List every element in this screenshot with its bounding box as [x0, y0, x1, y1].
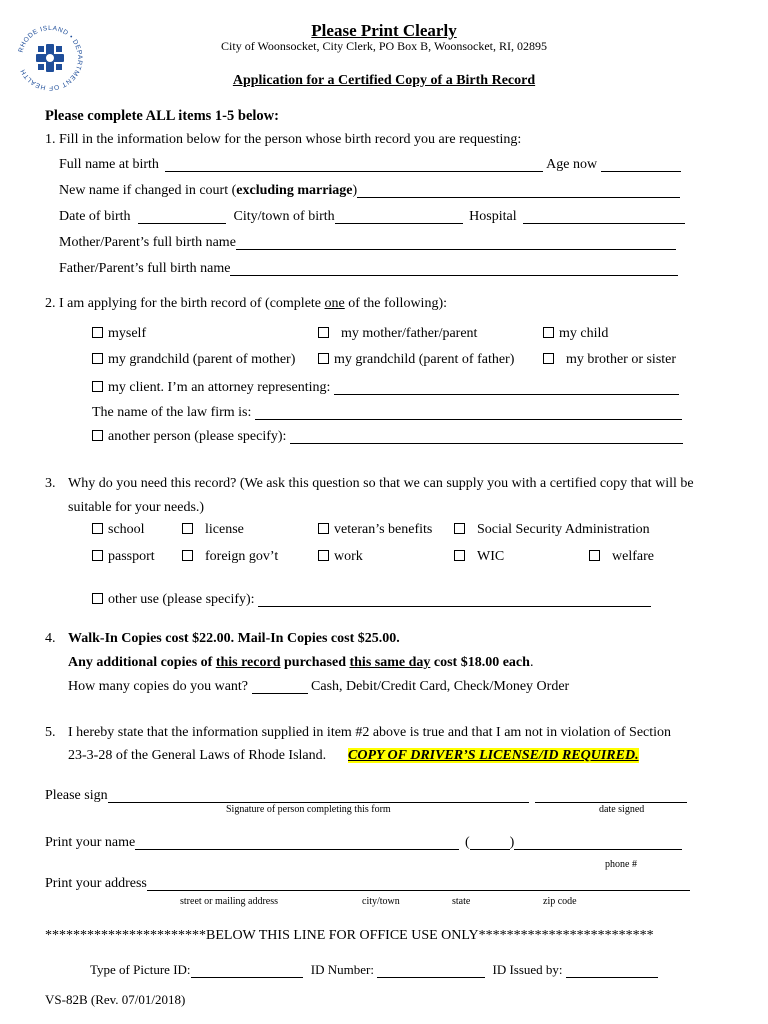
payment-methods-text: Cash, Debit/Credit Card, Check/Money Order: [311, 679, 570, 694]
another-person-field[interactable]: [290, 429, 683, 444]
parent-label: my mother/father/parent: [341, 326, 478, 341]
address-field[interactable]: [147, 876, 690, 891]
other-use-field[interactable]: [258, 592, 651, 607]
option-sibling[interactable]: [543, 352, 676, 368]
svg-text:RHODE ISLAND • DEPARTMENT OF H: RHODE ISLAND • DEPARTMENT OF HEALTH: [17, 24, 84, 92]
foreign-govt-checkbox[interactable]: [182, 550, 193, 561]
office-use-banner: ***********************BELOW THIS LINE FOR OFFICE USE ONLY*************************: [45, 928, 654, 943]
this-same-day-text: this same day: [349, 655, 431, 670]
grandchild-mother-label: my grandchild (parent of mother): [108, 352, 296, 367]
attestation-line-1: I hereby state that the information supplied in item #2 above is true and that I am not in violation of Section: [68, 725, 672, 740]
option-ssa[interactable]: [454, 522, 650, 538]
school-label: school: [108, 522, 145, 537]
city-caption: city/town: [362, 896, 400, 907]
date-of-birth-label: Date of birth: [59, 209, 131, 224]
new-name-field[interactable]: [357, 183, 680, 198]
client-checkbox[interactable]: [92, 381, 103, 392]
additional-copies-part-2: purchased: [280, 655, 350, 670]
option-welfare[interactable]: [589, 549, 654, 565]
signature-caption: Signature of person completing this form: [226, 804, 391, 815]
form-title: Application for a Certified Copy of a Birth Record: [232, 73, 536, 88]
law-firm-field[interactable]: [255, 405, 682, 420]
father-name-field[interactable]: [230, 261, 678, 276]
ssa-label: Social Security Administration: [477, 522, 650, 537]
mother-name-label: Mother/Parent’s full birth name: [59, 235, 236, 250]
zip-caption: zip code: [543, 896, 577, 907]
another-person-label: another person (please specify):: [108, 429, 287, 444]
veterans-benefits-label: veteran’s benefits: [334, 522, 433, 537]
option-parent[interactable]: [318, 326, 477, 342]
instructions-heading: Please complete ALL items 1-5 below:: [45, 108, 279, 124]
option-other-use[interactable]: [92, 592, 651, 608]
sibling-checkbox[interactable]: [543, 353, 554, 364]
option-school[interactable]: [92, 522, 145, 538]
child-label: my child: [559, 326, 609, 341]
father-name-row: [59, 261, 678, 277]
section-2-prompt-end: of the following):: [344, 296, 447, 311]
print-name-field[interactable]: [135, 835, 459, 850]
city-of-birth-label: City/town of birth: [233, 209, 335, 224]
sign-row: [45, 788, 529, 804]
copies-label: How many copies do you want?: [68, 679, 249, 694]
section-2-prompt-start: 2. I am applying for the birth record of (complete: [45, 296, 325, 311]
section-1-prompt: 1. Fill in the information below for the person whose birth record you are requesting:: [45, 132, 522, 147]
option-wic[interactable]: [454, 549, 504, 565]
full-name-label: Full name at birth: [59, 157, 159, 172]
hospital-field[interactable]: [523, 209, 685, 224]
print-name-row: [45, 835, 459, 851]
id-required-notice: [348, 748, 639, 764]
new-name-label-end: ): [352, 183, 358, 198]
option-another-person[interactable]: [92, 429, 683, 445]
section-2-prompt: [45, 296, 447, 312]
signature-field[interactable]: [108, 788, 529, 803]
work-checkbox[interactable]: [318, 550, 329, 561]
option-license[interactable]: [182, 522, 244, 538]
parent-checkbox[interactable]: [318, 327, 329, 338]
copy-cost-text: Walk-In Copies cost $22.00. Mail-In Copies cost $25.00.: [68, 631, 400, 646]
print-address-label: Print your address: [45, 876, 147, 891]
date-signed-field[interactable]: [535, 788, 687, 803]
option-grandchild-mother[interactable]: [92, 352, 295, 368]
option-foreign-govt[interactable]: [182, 549, 278, 565]
wic-checkbox[interactable]: [454, 550, 465, 561]
section-2-prompt-one: one: [324, 296, 345, 311]
id-issued-label: ID Issued by:: [492, 962, 563, 977]
page-title: Please Print Clearly: [311, 21, 457, 40]
additional-copies-price: cost $18.00 each: [430, 655, 530, 670]
phone-caption: phone #: [605, 859, 637, 870]
section-5-number: 5.: [45, 725, 56, 740]
license-checkbox[interactable]: [182, 523, 193, 534]
this-record-text: this record: [215, 655, 281, 670]
passport-label: passport: [108, 549, 155, 564]
state-caption: state: [452, 896, 471, 907]
phone-close-paren: ): [509, 835, 515, 850]
option-veterans-benefits[interactable]: [318, 522, 432, 538]
print-address-row: [45, 876, 690, 892]
sign-label: Please sign: [45, 788, 108, 803]
law-firm-row: [92, 405, 682, 421]
welfare-label: welfare: [612, 549, 654, 564]
mother-name-field[interactable]: [236, 235, 676, 250]
welfare-checkbox[interactable]: [589, 550, 600, 561]
new-name-label-start: New name if changed in court (: [59, 183, 237, 198]
office-address: City of Woonsocket, City Clerk, PO Box B, Woonsocket, RI, 02895: [221, 39, 547, 53]
myself-label: myself: [108, 326, 147, 341]
attestation-line-2: 23-3-28 of the General Laws of Rhode Island.: [68, 748, 327, 763]
ssa-checkbox[interactable]: [454, 523, 465, 534]
client-label: my client. I’m an attorney representing:: [108, 380, 331, 395]
office-use-row: [90, 962, 658, 978]
law-firm-label: The name of the law firm is:: [92, 405, 252, 420]
sibling-label: my brother or sister: [566, 352, 677, 367]
other-use-checkbox[interactable]: [92, 593, 103, 604]
father-name-label: Father/Parent’s full birth name: [59, 261, 231, 276]
passport-checkbox[interactable]: [92, 550, 103, 561]
option-work[interactable]: [318, 549, 363, 565]
phone-area-code-field[interactable]: [470, 835, 510, 850]
section-3-number: 3.: [45, 476, 56, 491]
license-label: license: [205, 522, 244, 537]
full-name-row: [59, 157, 681, 173]
id-required-text: COPY OF DRIVER’S LICENSE/ID REQUIRED.: [348, 748, 639, 763]
city-of-birth-field[interactable]: [335, 209, 463, 224]
foreign-govt-label: foreign gov’t: [205, 549, 279, 564]
additional-copies-period: .: [529, 655, 534, 670]
id-issued-field[interactable]: [566, 963, 658, 978]
phone-row: [465, 835, 682, 851]
other-use-label: other use (please specify):: [108, 592, 255, 607]
copies-row: [68, 679, 569, 695]
another-person-checkbox[interactable]: [92, 430, 103, 441]
copies-count-field[interactable]: [252, 679, 308, 694]
option-myself[interactable]: [92, 326, 146, 342]
new-name-row: [59, 183, 680, 199]
picture-id-label: Type of Picture ID:: [90, 962, 191, 977]
date-of-birth-field[interactable]: [138, 209, 226, 224]
full-name-field[interactable]: [165, 157, 543, 172]
birth-details-row: [59, 209, 685, 225]
date-signed-caption: date signed: [599, 804, 645, 815]
print-name-label: Print your name: [45, 835, 136, 850]
client-name-field[interactable]: [334, 380, 679, 395]
option-client[interactable]: [92, 380, 679, 396]
form-number: VS-82B (Rev. 07/01/2018): [45, 992, 186, 1007]
work-label: work: [334, 549, 363, 564]
additional-copies-part-1: Any additional copies of: [68, 655, 216, 670]
school-checkbox[interactable]: [92, 523, 103, 534]
grandchild-father-checkbox[interactable]: [318, 353, 329, 364]
mother-name-row: [59, 235, 676, 251]
option-grandchild-father[interactable]: [318, 352, 514, 368]
age-field[interactable]: [601, 157, 681, 172]
grandchild-mother-checkbox[interactable]: [92, 353, 103, 364]
section-4-number: 4.: [45, 631, 56, 646]
age-label: Age now: [546, 157, 598, 172]
veterans-benefits-checkbox[interactable]: [318, 523, 329, 534]
phone-number-field[interactable]: [514, 835, 682, 850]
picture-id-field[interactable]: [191, 963, 303, 978]
id-number-field[interactable]: [377, 963, 485, 978]
wic-label: WIC: [477, 549, 505, 564]
phone-open-paren: (: [465, 835, 470, 850]
option-passport[interactable]: [92, 549, 155, 565]
section-3-prompt-line-2: suitable for your needs.): [68, 500, 205, 515]
option-child[interactable]: [543, 326, 608, 342]
section-3-prompt-line-1: Why do you need this record? (We ask this question so that we can supply you with a certified copy that will be: [68, 476, 694, 491]
excluding-marriage-text: excluding marriage: [236, 183, 353, 198]
id-number-label: ID Number:: [310, 962, 374, 977]
hospital-label: Hospital: [469, 209, 517, 224]
myself-checkbox[interactable]: [92, 327, 103, 338]
grandchild-father-label: my grandchild (parent of father): [334, 352, 515, 367]
street-caption: street or mailing address: [180, 896, 279, 907]
child-checkbox[interactable]: [543, 327, 554, 338]
additional-copies-text: [68, 655, 533, 671]
